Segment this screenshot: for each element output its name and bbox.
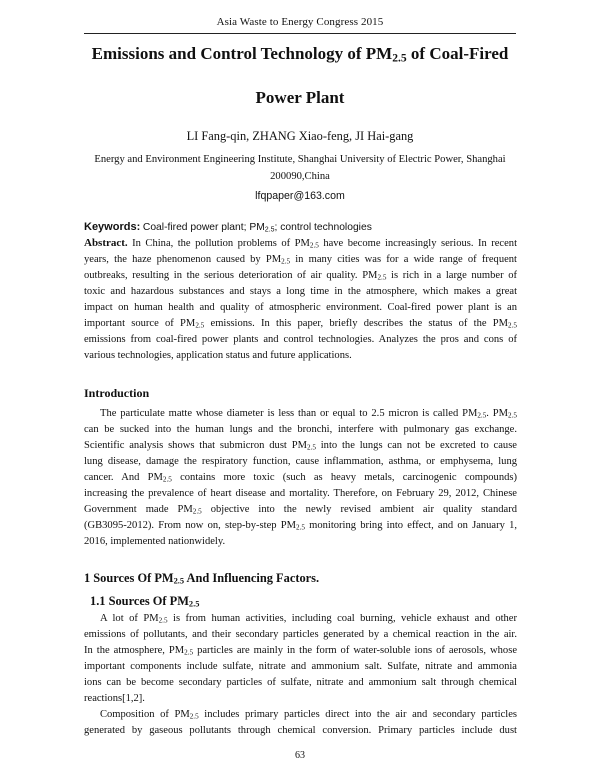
- intro-line: 2016, implemented nationwidely.: [84, 536, 226, 547]
- intro-line: increasing the prevalence of heart disease and mortality. Therefore, on February 29, 2012, Chinese: [84, 488, 517, 499]
- intro-line: Government made $PM_{2.5}$ objective into the newly revised ambient air quality standard: [84, 504, 517, 516]
- section-1-line: emissions of pollutants, and their secondary particles generated by a chemical reaction in the air.: [84, 629, 517, 640]
- keywords: Keywords: Coal-fired power plant; $PM_{2.5}$; control technologies: [84, 221, 372, 234]
- abstract-line: toxic and hazardous substances and stays a long time in the atmosphere, which makes a great: [84, 286, 517, 297]
- abstract-line: emissions from coal-fired power plants and control technologies. Analyzes the pros and cons of: [84, 334, 517, 345]
- intro-line: lung disease, damage the respiratory function, cause inflammation, asthma, or emphysema, lung: [84, 456, 517, 467]
- section-1-line: Composition of $PM_{2.5}$ includes primary particles direct into the air and secondary particles: [100, 709, 517, 721]
- intro-line: (GB3095-2012). From now on, step-by-step $PM_{2.5}$ monitoring bring into effect, and on January 1,: [84, 520, 517, 532]
- intro-line: The particulate matte whose diameter is less than or equal to 2.5 micron is called $PM_{2.5}$. $PM_{2.5}$: [100, 408, 517, 420]
- author-list: LI Fang-qin, ZHANG Xiao-feng, JI Hai-gang: [186, 129, 414, 143]
- subsection-1-1-heading: 1.1 Sources Of $PM_{2.5}$: [90, 594, 200, 609]
- paper-title-line-1: Emissions and Control Technology of $PM_{2.5}$ of Coal-Fired: [91, 44, 509, 65]
- header-rule: [84, 33, 516, 34]
- affiliation-line-1: Energy and Environment Engineering Institute, Shanghai University of Electric Power, Shanghai: [94, 154, 506, 165]
- intro-line: cancer. And $PM_{2.5}$ contains more toxic (such as heavy metals, carcinogenic compounds): [84, 472, 517, 484]
- abstract-line: outbreaks, resulting in the serious deterioration of air quality. $PM_{2.5}$ is rich in a large number of: [84, 270, 518, 282]
- author-email: lfqpaper@163.com: [255, 190, 345, 202]
- running-head: Asia Waste to Energy Congress 2015: [216, 16, 384, 28]
- abstract-line: various technologies, application status and future applications.: [84, 350, 352, 361]
- keywords-label: Keywords:: [84, 221, 141, 233]
- section-1-line: generated by gaseous pollutants through chemical conversion. Primary particles include dust: [84, 725, 517, 736]
- intro-line: can be sucked into the human lungs and the bronchi, interfere with pulmonary gas exchange.: [84, 424, 517, 435]
- section-1-line: important components include sulfate, nitrate and ammonium salt. Sulfate, nitrate and ammonia: [84, 661, 517, 672]
- section-1-heading: 1 Sources Of $PM_{2.5}$ And Influencing Factors.: [84, 571, 320, 586]
- affiliation-line-2: 200090,China: [270, 171, 330, 182]
- section-1-line: A lot of $PM_{2.5}$ is from human activities, including coal burning, vehicle exhaust and other: [100, 613, 518, 625]
- abstract-line: important source of $PM_{2.5}$ emissions. In this paper, briefly describes the status of the $PM_{2.5}$: [84, 318, 517, 330]
- section-1-line: ions can be become secondary particles of sulfate, nitrate and ammonium salt through chemical: [84, 677, 517, 688]
- page-number: 63: [295, 750, 305, 761]
- section-1-line: In the atmosphere, $PM_{2.5}$ particles are mainly in the form of water-soluble ions of aerosols, whose: [84, 645, 517, 657]
- abstract-line: impact on human health and quality of atmospheric environment. Coal-fired power plant is an: [84, 302, 517, 313]
- abstract-label: Abstract.: [84, 237, 128, 249]
- intro-line: Scientific analysis shows that submicron dust $PM_{2.5}$ into the lungs can not be excreted to cause: [84, 440, 517, 452]
- abstract-line: Abstract. In China, the pollution problems of $PM_{2.5}$ have become increasingly serious. In recent: [84, 237, 517, 250]
- section-1-line: reactions[1,2].: [84, 693, 145, 704]
- paper-title-line-2: Power Plant: [255, 88, 345, 107]
- abstract-line: years, the haze phenomenon caused by $PM_{2.5}$ in many cities was for a wide range of frequent: [84, 254, 517, 266]
- introduction-heading: Introduction: [84, 386, 150, 400]
